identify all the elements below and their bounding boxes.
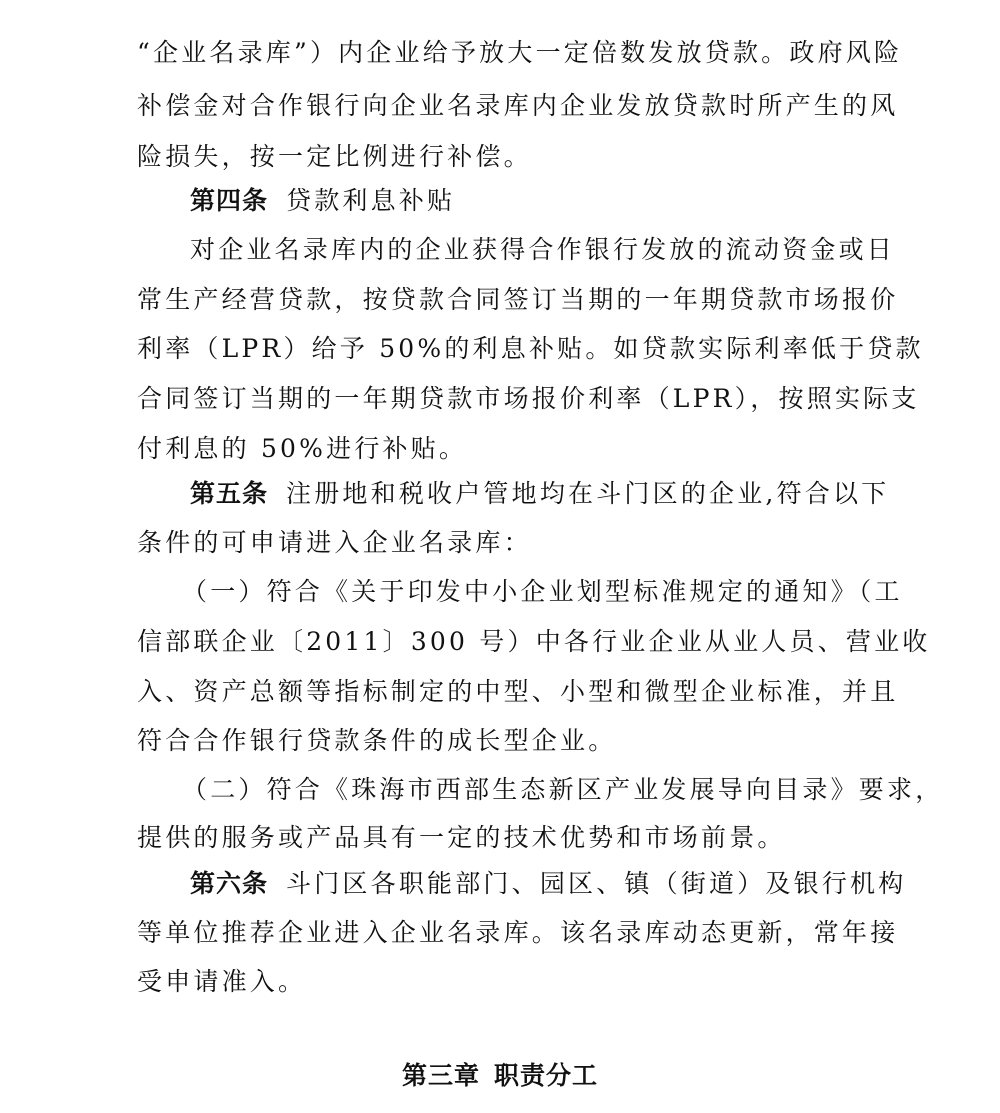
article-label: 第四条: [190, 186, 269, 215]
text-line: 常生产经营贷款，按贷款合同签订当期的一年期贷款市场报价: [137, 285, 899, 314]
text-line: 受申请准入。: [137, 967, 307, 996]
text-line: 斗门区各职能部门、园区、镇（街道）及银行机构: [286, 869, 907, 898]
article-label: 第五条: [190, 479, 269, 508]
article-first-line: [190, 479, 889, 509]
article-heading: [190, 186, 455, 216]
text-line: 注册地和税收户管地均在斗门区的企业,符合以下: [286, 479, 890, 508]
list-item-line: （一）符合《关于印发中小企业划型标准规定的通知》（工: [182, 577, 903, 606]
list-item-line: 符合合作银行贷款条件的成长型企业。: [137, 726, 617, 755]
article-label: 第六条: [190, 869, 269, 898]
article-first-line: [190, 869, 906, 899]
text-line: “企业名录库”）内企业给予放大一定倍数发放贷款。政府风险: [137, 38, 903, 67]
chapter-label: 第三章: [401, 1061, 480, 1090]
text-line: 等单位推荐企业进入企业名录库。该名录库动态更新，常年接: [137, 918, 899, 947]
text-line: 险损失，按一定比例进行补偿。: [137, 142, 532, 171]
list-item-line: 入、资产总额等指标制定的中型、小型和微型企业标准，并且: [137, 677, 899, 706]
article-title: 贷款利息补贴: [286, 186, 456, 215]
text-line: 利率（LPR）给予 50%的利息补贴。如贷款实际利率低于贷款: [137, 334, 924, 363]
text-line: 补偿金对合作银行向企业名录库内企业发放贷款时所产生的风: [137, 91, 899, 120]
text-line: 付利息的 50%进行补贴。: [137, 434, 468, 463]
text-line: 对企业名录库内的企业获得合作银行发放的流动资金或日: [190, 235, 896, 264]
list-item-line: 提供的服务或产品具有一定的技术优势和市场前景。: [137, 823, 786, 852]
list-item-line: （二）符合《珠海市西部生态新区产业发展导向目录》要求，: [182, 775, 944, 804]
chapter-heading: [0, 1061, 1000, 1091]
text-line: 条件的可申请进入企业名录库：: [137, 528, 532, 557]
text-line: 合同签订当期的一年期贷款市场报价利率（LPR），按照实际支: [137, 384, 920, 413]
chapter-title: 职责分工: [494, 1061, 599, 1090]
list-item-line: 信部联企业〔2011〕300 号）中各行业企业从业人员、营业收: [137, 627, 931, 656]
